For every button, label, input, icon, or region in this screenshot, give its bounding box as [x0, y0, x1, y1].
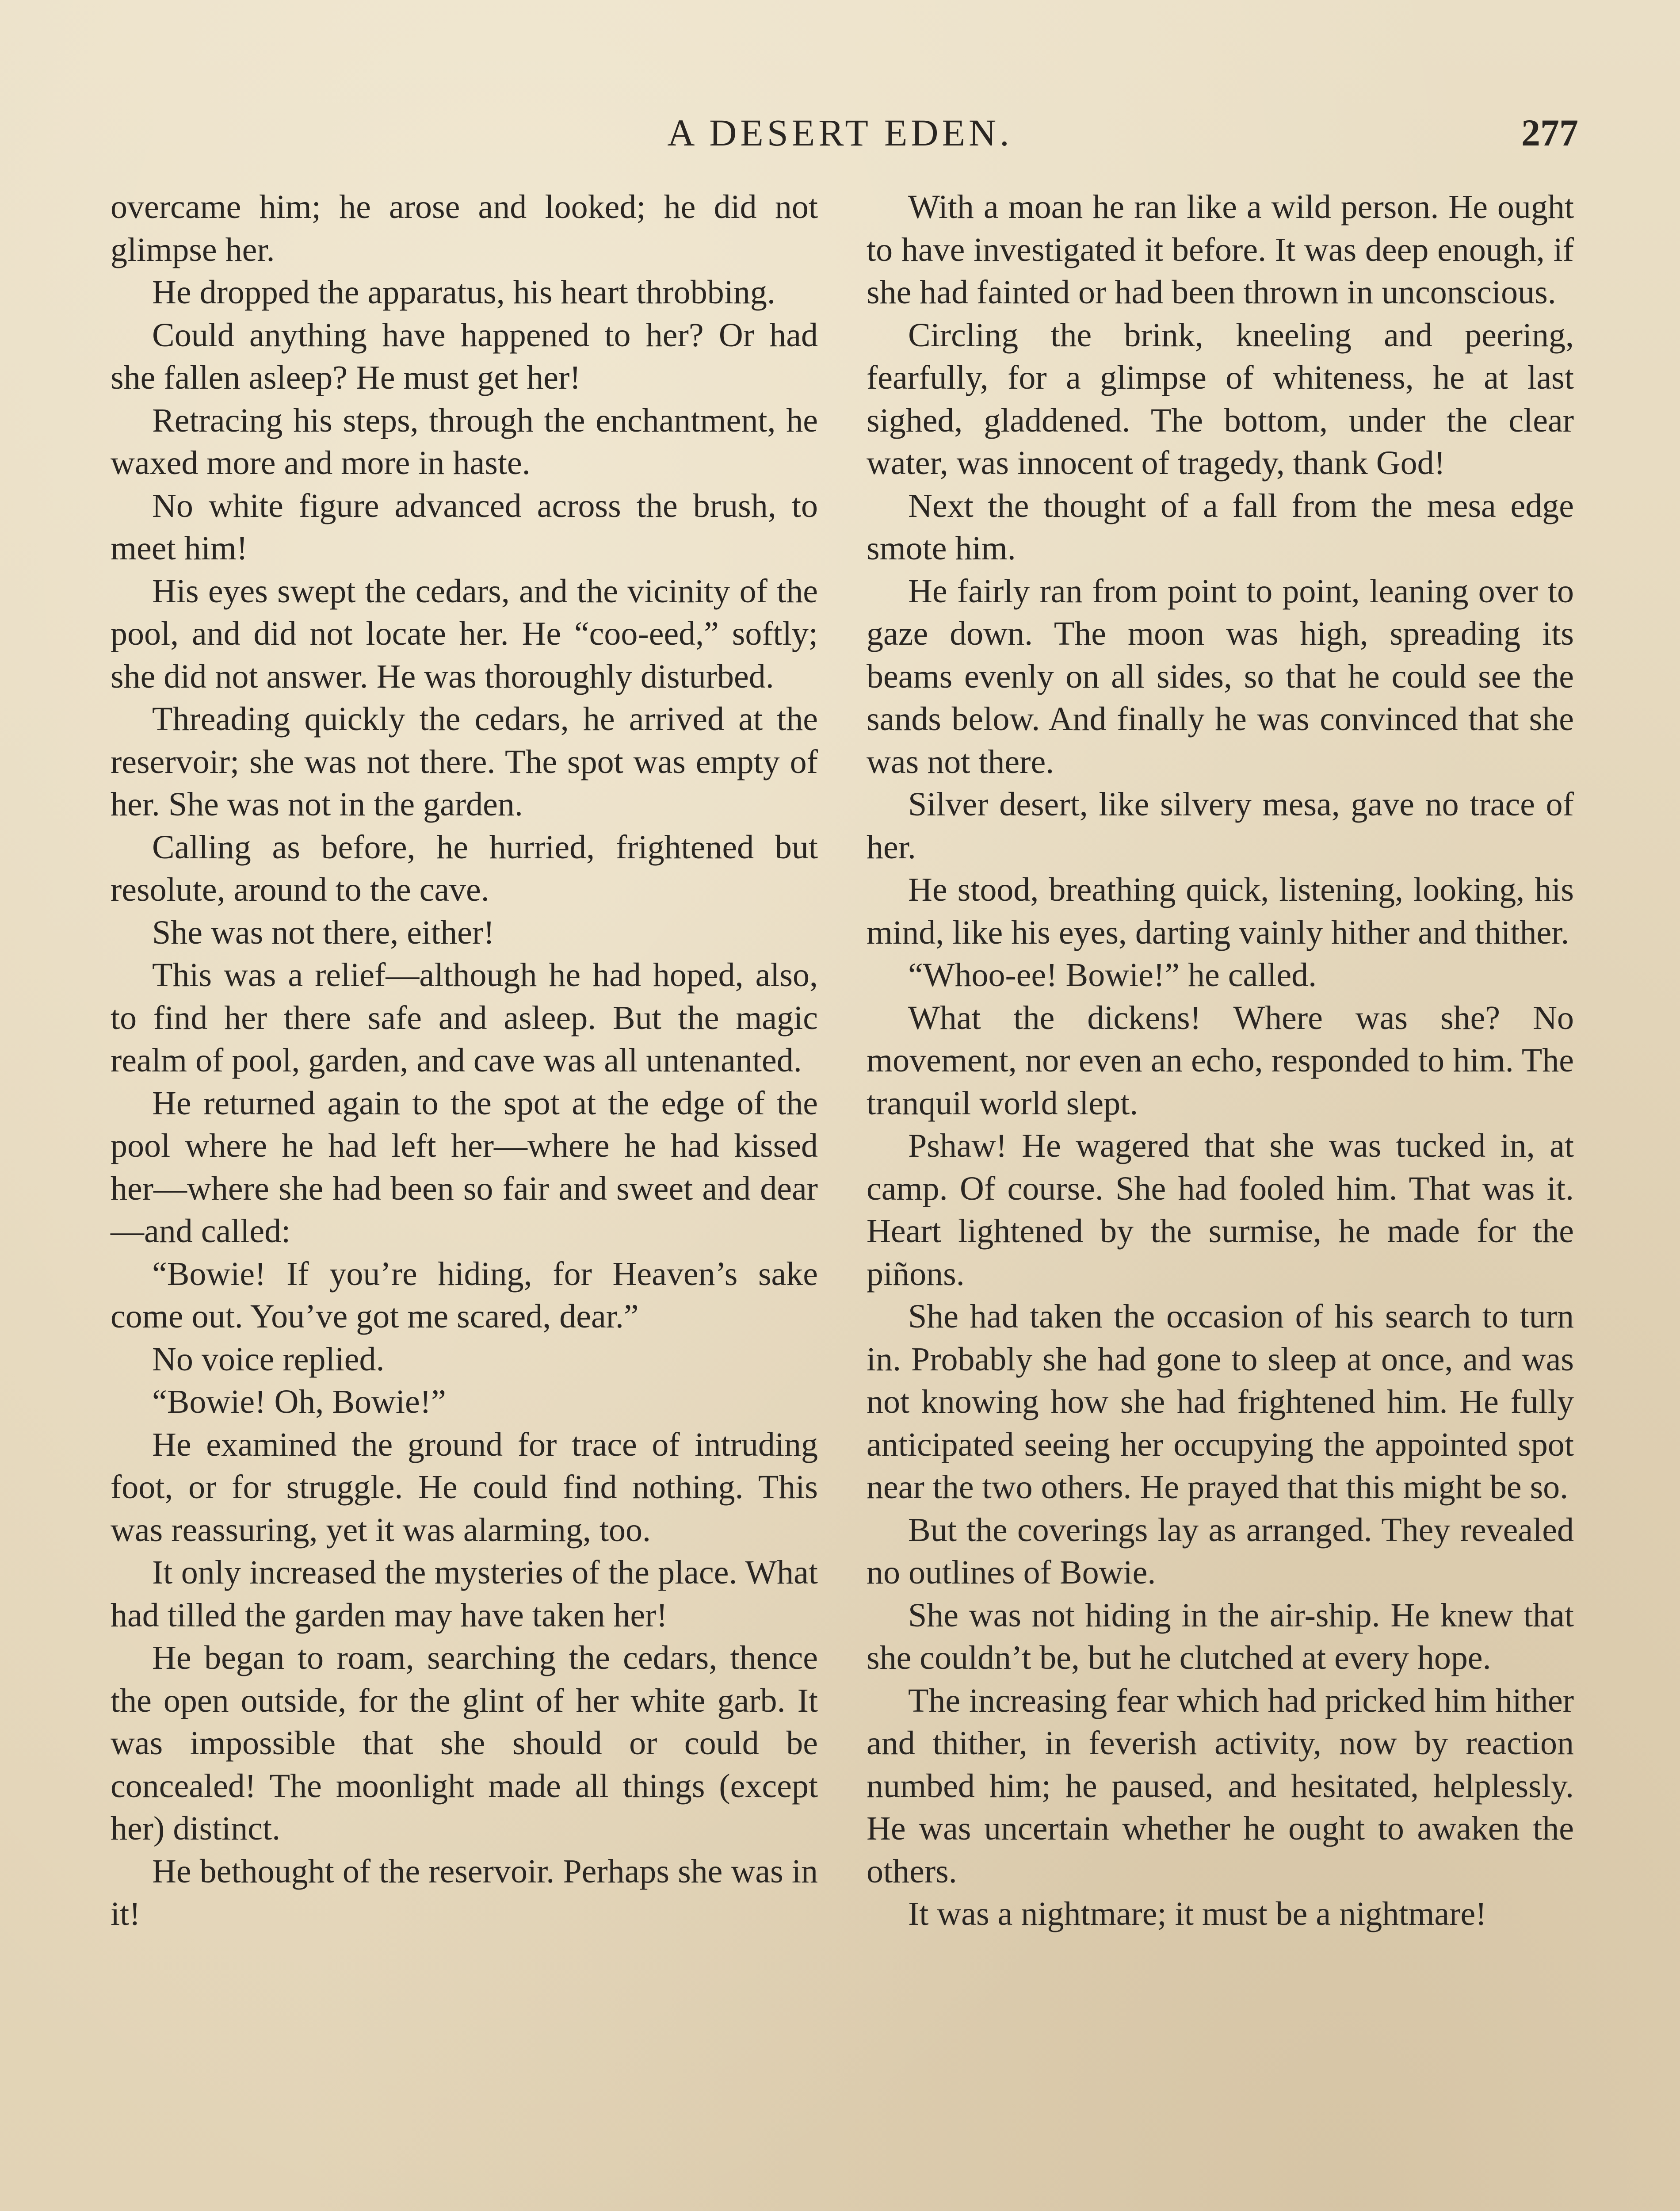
paragraph: He returned again to the spot at the edge of the pool where he had left her—where he had kissed her—where she had been so fair and sweet and dear—and called: — [111, 1084, 818, 1250]
paragraph: He began to roam, searching the cedars, thence the open outside, for the glint of her white garb. It was impossible that she should or could be concealed! The moonlight made all things (except her) distinct. — [111, 1639, 818, 1847]
paragraph: Pshaw! He wagered that she was tucked in, at camp. Of course. She had fooled him. That was it. Heart lightened by the surmise, he made for the piñons. — [867, 1127, 1574, 1293]
paragraph: No white figure advanced across the brush, to meet him! — [111, 487, 818, 567]
page-number: 277 — [1521, 111, 1578, 154]
paragraph: He fairly ran from point to point, leaning over to gaze down. The moon was high, spreading its beams evenly on all sides, so that he could see the sands below. And finally he was convinced that she was not there. — [867, 572, 1574, 780]
paragraph: His eyes swept the cedars, and the vicinity of the pool, and did not locate her. He “coo-eed,” softly; she did not answer. He was thoroughly disturbed. — [111, 572, 818, 695]
paragraph: She was not hiding in the air-ship. He knew that she couldn’t be, but he clutched at every hope. — [867, 1596, 1574, 1676]
paragraph: This was a relief—although he had hoped, also, to find her there safe and asleep. But the magic realm of pool, garden, and cave was all untenanted. — [111, 956, 818, 1079]
left-column — [111, 186, 818, 1936]
paragraph: “Bowie! If you’re hiding, for Heaven’s sake come out. You’ve got me scared, dear.” — [111, 1255, 818, 1335]
paragraph: He dropped the apparatus, his heart throbbing. — [152, 274, 775, 311]
page-header — [102, 106, 1578, 159]
right-column — [867, 186, 1574, 1936]
paragraph: Retracing his steps, through the enchantment, he waxed more and more in haste. — [111, 402, 818, 482]
paragraph: Calling as before, he hurried, frightened but resolute, around to the cave. — [111, 828, 818, 908]
paragraph: The increasing fear which had pricked him hither and thither, in feverish activity, now by reaction numbed him; he paused, and hesitated, helplessly. He was uncertain whether he ought to awaken the others. — [867, 1682, 1574, 1890]
paragraph: What the dickens! Where was she? No movement, nor even an echo, responded to him. The tranquil world slept. — [867, 999, 1574, 1122]
text-columns — [111, 186, 1574, 1936]
paragraph: “Bowie! Oh, Bowie!” — [152, 1383, 446, 1420]
paragraph: He examined the ground for trace of intruding foot, or for struggle. He could find nothing. This was reassuring, yet it was alarming, too. — [111, 1426, 818, 1549]
paragraph: With a moan he ran like a wild person. He ought to have investigated it before. It was deep enough, if she had fainted or had been thrown in unconscious. — [867, 188, 1574, 311]
paragraph: It was a nightmare; it must be a nightmare! — [908, 1895, 1487, 1932]
paragraph: It only increased the mysteries of the place. What had tilled the garden may have taken her! — [111, 1554, 818, 1634]
paragraph: No voice replied. — [152, 1340, 385, 1378]
paragraph: Circling the brink, kneeling and peering, fearfully, for a glimpse of whiteness, he at last sighed, gladdened. The bottom, under the clear water, was innocent of tragedy, thank God! — [867, 316, 1574, 482]
paragraph: But the coverings lay as arranged. They revealed no outlines of Bowie. — [867, 1511, 1574, 1591]
paragraph: He bethought of the reservoir. Perhaps she was in it! — [111, 1852, 818, 1932]
paragraph: He stood, breathing quick, listening, looking, his mind, like his eyes, darting vainly hither and thither. — [867, 871, 1574, 951]
paragraph: “Whoo-ee! Bowie!” he called. — [908, 956, 1317, 994]
paragraph: Threading quickly the cedars, he arrived at the reservoir; she was not there. The spot was empty of her. She was not in the garden. — [111, 700, 818, 823]
paragraph: She was not there, either! — [152, 914, 495, 951]
paragraph: overcame him; he arose and looked; he did not glimpse her. — [111, 188, 818, 268]
running-title: A DESERT EDEN. — [667, 111, 1013, 154]
paragraph: Silver desert, like silvery mesa, gave no trace of her. — [867, 786, 1574, 866]
paragraph: Next the thought of a fall from the mesa edge smote him. — [867, 487, 1574, 567]
paragraph: She had taken the occasion of his search to turn in. Probably she had gone to sleep at once, and was not knowing how she had frightened him. He fully anticipated seeing her occupying the appointed spot near the two others. He prayed that this might be so. — [867, 1298, 1574, 1506]
paragraph: Could anything have happened to her? Or had she fallen asleep? He must get her! — [111, 316, 818, 396]
